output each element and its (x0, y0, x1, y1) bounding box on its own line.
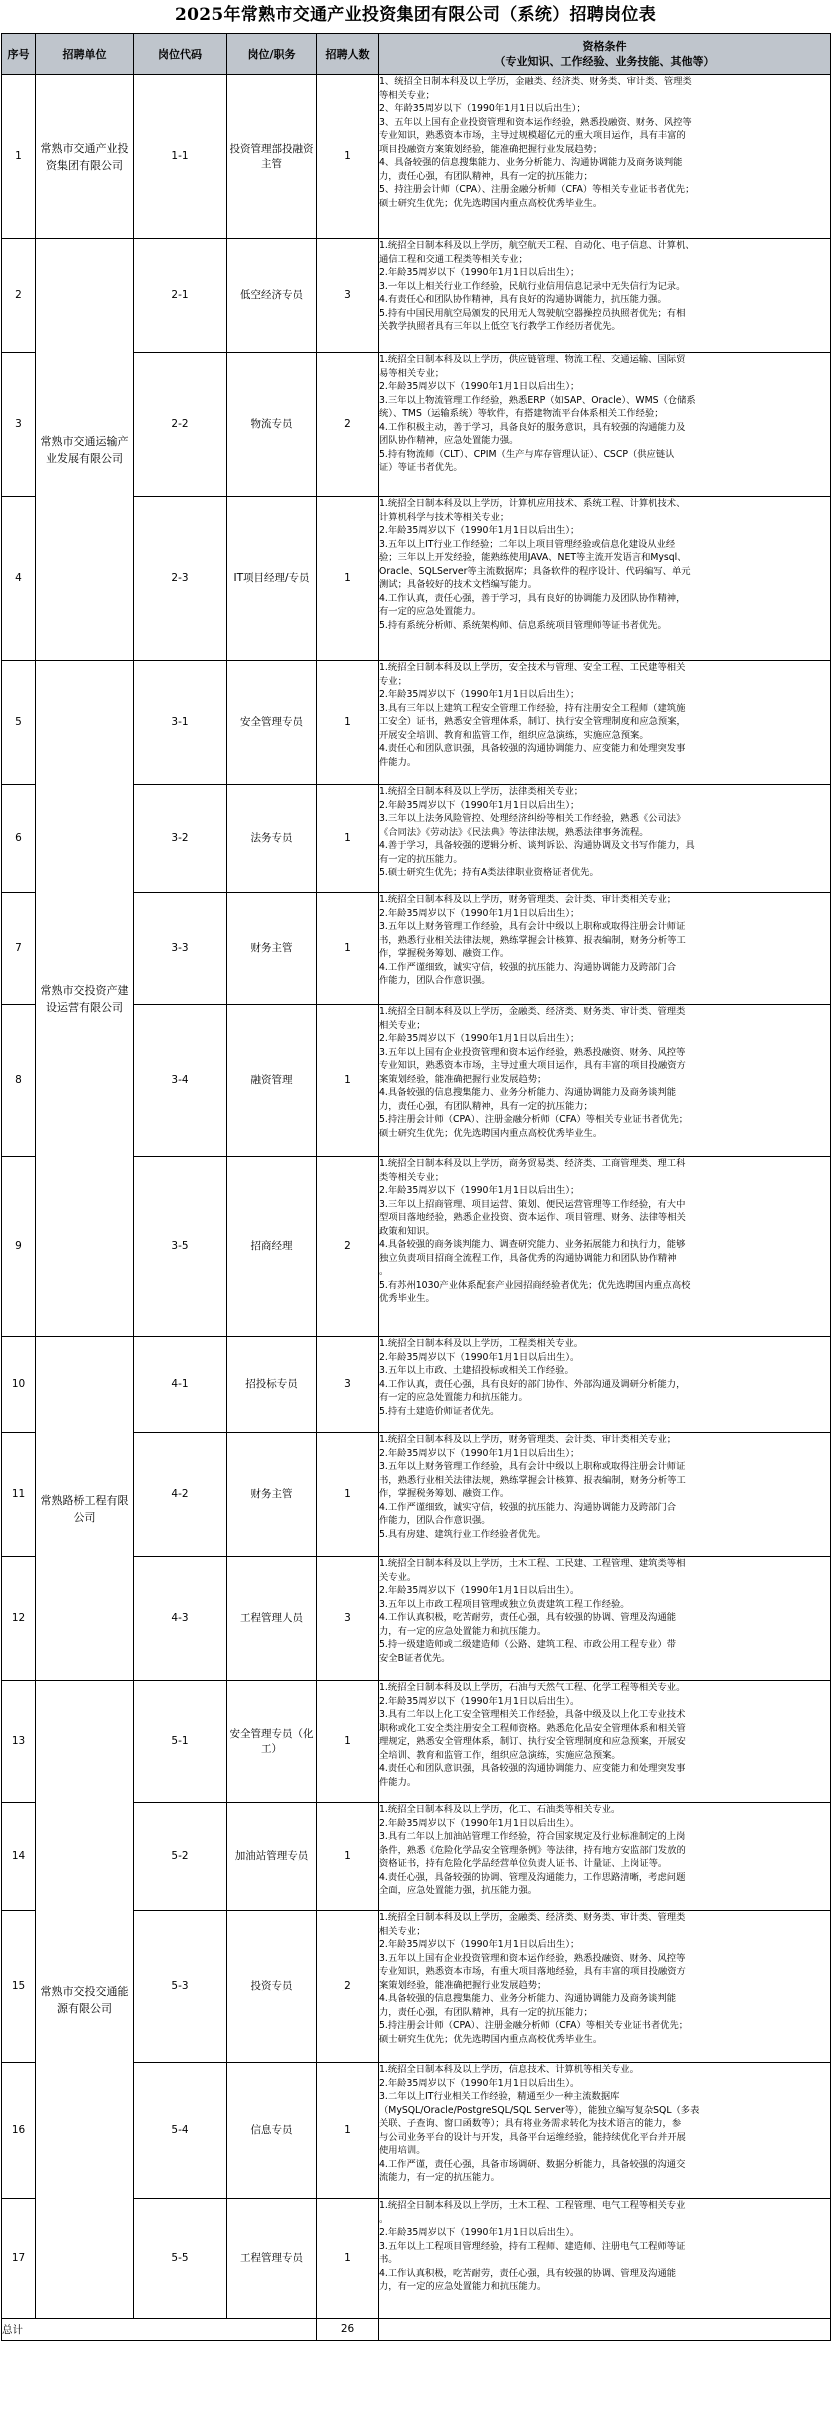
requirement-line: 条件，熟悉《危险化学品安全管理条例》等法律，持有地方安监部门发放的 (379, 1844, 686, 1856)
requirement-line: 件能力。 (379, 756, 417, 768)
header-requirements (379, 34, 831, 75)
requirement-line: 关专业。 (379, 1571, 417, 1583)
requirement-line: 有一定的应急处置能力和抗压能力。 (379, 1392, 528, 1404)
requirement-line: 案策划经验，能准确把握行业发展趋势； (379, 1979, 547, 1991)
requirement-line: 1.统招全日制本科及以上学历，金融类、经济类、财务类、审计类、管理类 (379, 1912, 686, 1923)
position-title: 信息专员 (227, 2063, 317, 2199)
requirement-line: 4.具备较强的商务谈判能力、调查研究能力、业务拓展能力和执行力，能够 (379, 1239, 686, 1251)
requirement-line: 5.持注册会计师（CPA）、注册金融分析师（CFA）等相关专业证书者优先； (379, 2020, 689, 2032)
requirements-cell (379, 1557, 831, 1681)
table-body (2, 75, 831, 2341)
requirement-line: 硕士研究生优先；优先选聘国内重点高校优秀毕业生。 (379, 2033, 603, 2045)
requirement-line: 3.三年以上法务风险管控、处理经济纠纷等相关工作经验，熟悉《公司法》 (379, 813, 686, 825)
requirements-cell (379, 1803, 831, 1911)
requirement-line: 2.年龄35周岁以下（1990年1月1日以后出生）； (379, 381, 580, 393)
position-title: 加油站管理专员 (227, 1803, 317, 1911)
requirement-line: 1.统招全日制本科及以上学历，信息技术、计算机等相关专业。 (379, 2064, 639, 2075)
header-row (2, 34, 831, 75)
requirement-line: 使用培训。 (379, 2145, 426, 2157)
recruiting-unit: 常熟路桥工程有限公司 (36, 1337, 134, 1681)
requirement-line: 测试；具备较好的技术文档编写能力。 (379, 579, 538, 591)
requirement-line: 资格证书，持有危险化学品经营单位负责人证书、计量证、上岗证等。 (379, 1858, 668, 1870)
position-code: 4-1 (134, 1337, 227, 1433)
requirement-line: 1.统招全日制本科及以上学历，计算机应用技术、系统工程、计算机技术、 (379, 498, 686, 509)
position-title: 工程管理人员 (227, 1557, 317, 1681)
requirements-cell (379, 239, 831, 353)
requirement-line: 安全B证者优先。 (379, 1652, 451, 1664)
requirement-line: 5.持一级建造师或二级建造师（公路、建筑工程、市政公用工程专业）带 (379, 1639, 677, 1651)
hire-count: 1 (317, 1433, 379, 1557)
requirement-line: 4.工作认真，责任心强，善于学习，具有良好的协调能力及团队协作精神， (379, 592, 686, 604)
requirement-line: 全面，应急处置能力强，抗压能力强。 (379, 1885, 538, 1897)
requirement-line: 3.三年以上招商管理、项目运营、策划、便民运营管理等工作经验，有大中 (379, 1198, 686, 1210)
requirement-line: 4.工作认真积极，吃苦耐劳，责任心强，具有较强的协调、管理及沟通能 (379, 2267, 677, 2279)
row-number: 9 (2, 1157, 36, 1337)
requirement-line: 1.统招全日制本科及以上学历，财务管理类、会计类、审计类相关专业； (379, 894, 677, 905)
requirement-line: 证）等证书者优先。 (379, 462, 463, 474)
requirements-cell (379, 893, 831, 1005)
row-number: 12 (2, 1557, 36, 1681)
hire-count: 2 (317, 353, 379, 497)
row-number: 7 (2, 893, 36, 1005)
hire-count: 1 (317, 2199, 379, 2319)
requirement-line: 1.统招全日制本科及以上学历，安全技术与管理、安全工程、工民建等相关 (379, 662, 686, 673)
requirement-line: 5.持有土建造价师证者优先。 (379, 1405, 500, 1417)
requirement-line: 3.五年以上国有企业投资管理和资本运作经验，熟悉投融资、财务、风控等 (379, 1952, 686, 1964)
position-code: 2-2 (134, 353, 227, 497)
requirement-line: 有一定的抗压能力。 (379, 853, 463, 865)
position-title: 投资管理部投融资主管 (227, 75, 317, 239)
position-code: 3-1 (134, 661, 227, 785)
requirement-line: 流能力，有一定的抗压能力。 (379, 2172, 500, 2184)
requirement-line: 职称或化工安全类注册安全工程师资格。熟悉危化品安全管理体系和相关管 (379, 1722, 686, 1734)
requirement-line: 计算机科学与技术等相关专业； (379, 511, 510, 523)
requirement-line: 通信工程和交通工程类等相关专业； (379, 253, 528, 265)
hire-count: 1 (317, 1005, 379, 1157)
requirements-cell (379, 1005, 831, 1157)
hire-count: 1 (317, 893, 379, 1005)
requirement-line: 5.持注册会计师（CPA）、注册金融分析师（CFA）等相关专业证书者优先； (379, 1114, 689, 1126)
requirement-line: 工安全）证书，熟悉安全管理体系，制订、执行安全管理制度和应急预案， (379, 716, 686, 728)
requirement-line: 硕士研究生优先；优先选聘国内重点高校优秀毕业生。 (379, 197, 603, 209)
requirement-line: 2.年龄35周岁以下（1990年1月1日以后出生）； (379, 267, 580, 279)
position-title: 招投标专员 (227, 1337, 317, 1433)
row-number: 16 (2, 2063, 36, 2199)
requirement-line: 2.年龄35周岁以下（1990年1月1日以后出生）。 (379, 1817, 580, 1829)
requirement-line: 作能力，团队合作意识强。 (379, 975, 491, 987)
row-number: 4 (2, 497, 36, 661)
position-title: 财务主管 (227, 893, 317, 1005)
hire-count: 1 (317, 75, 379, 239)
requirement-line: 1.统招全日制本科及以上学历，财务管理类、会计类、审计类相关专业； (379, 1434, 677, 1445)
header-count: 招聘人数 (317, 34, 379, 75)
hire-count: 1 (317, 2063, 379, 2199)
requirement-line: （MySQL/Oracle/PostgreSQL/SQL Server等），能独立编写复杂SQL（多表 (379, 2104, 700, 2116)
requirement-line: 4.具备较强的信息搜集能力、业务分析能力、沟通协调能力及商务谈判能 (379, 1087, 677, 1099)
header-req-main: 资格条件 (582, 40, 627, 53)
requirement-line: 独立负责项目招商全流程工作，具备优秀的沟通协调能力和团队协作精神 (379, 1252, 677, 1264)
requirement-line: 3.具有三年以上建筑工程安全管理工作经验，持有注册安全工程师（建筑施 (379, 702, 686, 714)
requirement-line: 3.五年以上市政工程项目管理或独立负责建筑工程工作经验。 (379, 1598, 630, 1610)
requirement-line: 开展安全培训、教育和监管工作，组织应急演练，实施应急预案。 (379, 729, 649, 741)
position-title: 投资专员 (227, 1911, 317, 2063)
requirement-line: 4.有责任心和团队协作精神，具有良好的沟通协调能力，抗压能力强。 (379, 294, 667, 306)
position-code: 3-4 (134, 1005, 227, 1157)
row-number: 14 (2, 1803, 36, 1911)
requirement-line: 1.统招全日制本科及以上学历，工程类相关专业。 (379, 1338, 584, 1349)
hire-count: 1 (317, 497, 379, 661)
requirement-line: 3.具有二年以上加油站管理工作经验，符合国家规定及行业标准制定的上岗 (379, 1831, 686, 1843)
requirement-line: 统）、TMS（运输系统）等软件，有搭建物流平台体系相关工作经验； (379, 408, 664, 420)
requirements-cell (379, 1157, 831, 1337)
requirement-line: 作，掌握税务筹划、融资工作。 (379, 948, 510, 960)
row-number: 1 (2, 75, 36, 239)
requirement-line: 1、统招全日制本科及以上学历，金融类、经济类、财务类、审计类、管理类 (379, 76, 692, 87)
requirement-line: 相关专业； (379, 1019, 426, 1031)
requirements-cell (379, 2199, 831, 2319)
requirement-line: 作，掌握税务筹划、融资工作。 (379, 1488, 510, 1500)
hire-count: 3 (317, 1557, 379, 1681)
recruiting-unit: 常熟市交通运输产业发展有限公司 (36, 239, 134, 661)
requirement-line: 作能力，团队合作意识强。 (379, 1515, 491, 1527)
position-title: 安全管理专员 (227, 661, 317, 785)
requirement-line: 理规定，熟悉安全管理体系，制订、执行安全管理制度和应急预案，开展安 (379, 1736, 686, 1748)
requirement-line: 4.工作严谨，责任心强，具备市场调研、数据分析能力，具备较强的沟通交 (379, 2158, 686, 2170)
table-row (2, 661, 831, 785)
total-label: 总计 (2, 2319, 317, 2341)
hire-count: 2 (317, 1911, 379, 2063)
requirement-line: 4.工作严谨细致，诚实守信，较强的抗压能力、沟通协调能力及跨部门合 (379, 1501, 677, 1513)
requirement-line: 1.统招全日制本科及以上学历，商务贸易类、经济类、工商管理类、理工科 (379, 1158, 686, 1169)
position-code: 5-5 (134, 2199, 227, 2319)
requirement-line: 相关专业； (379, 1925, 426, 1937)
row-number: 8 (2, 1005, 36, 1157)
requirement-line: 3.五年以上财务管理工作经验，具有会计中级以上职称或取得注册会计师证 (379, 1461, 686, 1473)
position-title: 招商经理 (227, 1157, 317, 1337)
requirement-line: 3.五年以上财务管理工作经验，具有会计中级以上职称或取得注册会计师证 (379, 921, 686, 933)
requirements-cell (379, 661, 831, 785)
requirement-line: 。 (379, 1266, 389, 1278)
requirement-line: 4.工作积极主动，善于学习，具备良好的服务意识，具有较强的沟通能力及 (379, 421, 686, 433)
position-title: 物流专员 (227, 353, 317, 497)
requirement-line: 专业知识，熟悉资本市场，主导过规模超亿元的重大项目运作，具有丰富的 (379, 130, 686, 142)
requirements-cell (379, 1337, 831, 1433)
total-empty (379, 2319, 831, 2341)
requirement-line: 1.统招全日制本科及以上学历，土木工程、工民建、工程管理、建筑类等相 (379, 1558, 686, 1569)
recruitment-table (1, 33, 831, 2341)
position-code: 4-3 (134, 1557, 227, 1681)
requirement-line: 2、年龄35周岁以下（1990年1月1日以后出生）； (379, 103, 586, 115)
requirement-line: 项目投融资方案策划经验，能准确把握行业发展趋势； (379, 143, 603, 155)
requirement-line: 1.统招全日制本科及以上学历，金融类、经济类、财务类、审计类、管理类 (379, 1006, 686, 1017)
requirement-line: 3.二年以上IT行业相关工作经验，精通至少一种主流数据库 (379, 2091, 620, 2103)
requirement-line: 书，熟悉行业相关法律法规，熟练掌握会计核算、报表编制，财务分析等工 (379, 934, 686, 946)
hire-count: 3 (317, 1337, 379, 1433)
hire-count: 3 (317, 239, 379, 353)
row-number: 3 (2, 353, 36, 497)
requirement-line: 验；三年以上开发经验，能熟练使用JAVA、NET等主流开发语言和Mysql、 (379, 552, 687, 564)
row-number: 6 (2, 785, 36, 893)
requirement-line: 力，责任心强，有团队精神，具有一定的抗压能力； (379, 2006, 593, 2018)
requirement-line: 3、五年以上国有企业投资管理和资本运作经验，熟悉投融资、财务、风控等 (379, 116, 692, 128)
header-code: 岗位代码 (134, 34, 227, 75)
requirement-line: 关联、子查询、窗口函数等）；具有将业务需求转化为技术语言的能力，参 (379, 2118, 682, 2130)
position-code: 5-2 (134, 1803, 227, 1911)
row-number: 10 (2, 1337, 36, 1433)
requirement-line: 2.年龄35周岁以下（1990年1月1日以后出生）。 (379, 2077, 580, 2089)
requirement-line: 力，有一定的应急处置能力和抗压能力。 (379, 1625, 547, 1637)
header-unit: 招聘单位 (36, 34, 134, 75)
requirement-line: 3.五年以上IT行业工作经验；二年以上项目管理经验或信息化建设从业经 (379, 538, 676, 550)
requirement-line: 优秀毕业生。 (379, 1293, 435, 1305)
requirement-line: 5.硕士研究生优先；持有A类法律职业资格证者优先。 (379, 867, 599, 879)
requirement-line: 团队协作精神，应急处置能力强。 (379, 435, 519, 447)
hire-count: 1 (317, 785, 379, 893)
requirement-line: 2.年龄35周岁以下（1990年1月1日以后出生）。 (379, 1351, 580, 1363)
position-code: 3-2 (134, 785, 227, 893)
position-title: IT项目经理/专员 (227, 497, 317, 661)
table-row (2, 239, 831, 353)
requirement-line: 案策划经验，能准确把握行业发展趋势； (379, 1073, 547, 1085)
requirement-line: 专业知识，熟悉资本市场，有重大项目落地经验，具有丰富的项目投融资方 (379, 1966, 686, 1978)
total-row (2, 2319, 831, 2341)
requirement-line: 4、具备较强的信息搜集能力、业务分析能力、沟通协调能力及商务谈判能 (379, 157, 683, 169)
header-req-sub: （专业知识、工作经验、业务技能、其他等） (494, 55, 715, 68)
requirement-line: 等相关专业； (379, 89, 435, 101)
requirements-cell (379, 785, 831, 893)
position-code: 1-1 (134, 75, 227, 239)
requirement-line: 易等相关专业； (379, 367, 445, 379)
requirement-line: 2.年龄35周岁以下（1990年1月1日以后出生）； (379, 799, 580, 811)
row-number: 5 (2, 661, 36, 785)
requirement-line: 3.五年以上市政、土建招投标或相关工作经验。 (379, 1365, 574, 1377)
requirements-cell (379, 2063, 831, 2199)
requirement-line: 类等相关专业； (379, 1171, 445, 1183)
requirements-cell (379, 353, 831, 497)
requirement-line: 1.统招全日制本科及以上学历，供应链管理、物流工程、交通运输、国际贸 (379, 354, 686, 365)
requirements-cell (379, 75, 831, 239)
requirements-cell (379, 1433, 831, 1557)
requirement-line: 4.责任心强，具备较强的协调、管理及沟通能力，工作思路清晰，考虑问题 (379, 1871, 686, 1883)
requirement-line: 2.年龄35周岁以下（1990年1月1日以后出生）； (379, 1939, 580, 1951)
requirement-line: 专业； (379, 675, 407, 687)
requirement-line: 2.年龄35周岁以下（1990年1月1日以后出生）； (379, 907, 580, 919)
requirement-line: 。 (379, 2213, 389, 2225)
position-title: 低空经济专员 (227, 239, 317, 353)
position-code: 2-1 (134, 239, 227, 353)
requirement-line: 2.年龄35周岁以下（1990年1月1日以后出生）； (379, 525, 580, 537)
requirement-line: 1.统招全日制本科及以上学历，石油与天然气工程、化学工程等相关专业。 (379, 1682, 686, 1693)
recruiting-unit: 常熟市交投交通能源有限公司 (36, 1681, 134, 2319)
requirement-line: 5.具有房建、建筑行业工作经验者优先。 (379, 1528, 546, 1540)
requirements-cell (379, 1681, 831, 1803)
requirement-line: 1.统招全日制本科及以上学历，法律类相关专业； (379, 786, 584, 797)
requirement-line: 《合同法》《劳动法》《民法典》等法律法规，熟悉法律事务流程。 (379, 826, 649, 838)
requirement-line: 5.持有系统分析师、系统架构师、信息系统项目管理师等证书者优先。 (379, 619, 667, 631)
row-number: 11 (2, 1433, 36, 1557)
requirement-line: 政策和知识。 (379, 1225, 435, 1237)
requirement-line: 1.统招全日制本科及以上学历，航空航天工程、自动化、电子信息、计算机、 (379, 240, 695, 251)
position-title: 法务专员 (227, 785, 317, 893)
table-row (2, 1337, 831, 1433)
requirement-line: 2.年龄35周岁以下（1990年1月1日以后出生）； (379, 1447, 580, 1459)
position-title: 工程管理专员 (227, 2199, 317, 2319)
header-no: 序号 (2, 34, 36, 75)
requirement-line: 5.持有物流师（CLT）、CPIM（生产与库存管理认证）、CSCP（供应链认 (379, 448, 675, 460)
hire-count: 1 (317, 1803, 379, 1911)
requirement-line: 力，有一定的应急处置能力和抗压能力。 (379, 2281, 547, 2293)
requirements-cell (379, 497, 831, 661)
row-number: 15 (2, 1911, 36, 2063)
requirement-line: 2.年龄35周岁以下（1990年1月1日以后出生）； (379, 689, 580, 701)
requirement-line: 2.年龄35周岁以下（1990年1月1日以后出生）。 (379, 1585, 580, 1597)
row-number: 2 (2, 239, 36, 353)
requirement-line: 1.统招全日制本科及以上学历，土木工程、工程管理、电气工程等相关专业 (379, 2200, 686, 2211)
requirement-line: 关教学执照者具有三年以上低空飞行教学工作经历者优先。 (379, 321, 621, 333)
requirement-line: 4.工作认真积极，吃苦耐劳，责任心强，具有较强的协调、管理及沟通能 (379, 1612, 677, 1624)
header-position: 岗位/职务 (227, 34, 317, 75)
requirement-line: 有一定的应急处置能力。 (379, 606, 482, 618)
page-title: 2025年常熟市交通产业投资集团有限公司（系统）招聘岗位表 (174, 5, 656, 25)
requirement-line: 5、持注册会计师（CPA）、注册金融分析师（CFA）等相关专业证书者优先； (379, 184, 695, 196)
hire-count: 2 (317, 1157, 379, 1337)
recruiting-unit: 常熟市交通产业投资集团有限公司 (36, 75, 134, 239)
table-row (2, 1681, 831, 1803)
requirement-line: 1.统招全日制本科及以上学历，化工、石油类等相关专业。 (379, 1804, 621, 1815)
requirement-line: 3.一年以上相关行业工作经验，民航行业信用信息记录中无失信行为记录。 (379, 280, 686, 292)
requirement-line: 4.善于学习，具备较强的逻辑分析、谈判诉讼、沟通协调及文书写作能力，具 (379, 840, 695, 852)
position-code: 3-5 (134, 1157, 227, 1337)
requirement-line: 型项目落地经验，熟悉企业投资、资本运作、项目管理、财务、法律等相关 (379, 1212, 686, 1224)
position-title: 财务主管 (227, 1433, 317, 1557)
position-code: 5-3 (134, 1911, 227, 2063)
total-count: 26 (317, 2319, 379, 2341)
requirement-line: 2.年龄35周岁以下（1990年1月1日以后出生）； (379, 1033, 580, 1045)
row-number: 17 (2, 2199, 36, 2319)
requirement-line: 4.责任心和团队意识强，具备较强的沟通协调能力、应变能力和处理突发事 (379, 743, 686, 755)
requirement-line: 件能力。 (379, 1776, 417, 1788)
requirement-line: 4.工作严谨细致，诚实守信，较强的抗压能力、沟通协调能力及跨部门合 (379, 961, 677, 973)
requirements-cell (379, 1911, 831, 2063)
requirement-line: 3.三年以上物流管理工作经验，熟悉ERP（如SAP、Oracle）、WMS（仓储系 (379, 394, 696, 406)
requirement-line: 3.五年以上国有企业投资管理和资本运作经验，熟悉投融资、财务、风控等 (379, 1046, 686, 1058)
requirement-line: 书。 (379, 2254, 398, 2266)
position-code: 2-3 (134, 497, 227, 661)
requirement-line: 5.持有中国民用航空局颁发的民用无人驾驶航空器操控员执照者优先；有相 (379, 307, 686, 319)
requirement-line: 4.责任心和团队意识强，具备较强的沟通协调能力、应变能力和处理突发事 (379, 1763, 686, 1775)
requirement-line: 2.年龄35周岁以下（1990年1月1日以后出生）； (379, 1185, 580, 1197)
requirement-line: 2.年龄35周岁以下（1990年1月1日以后出生）。 (379, 2227, 580, 2239)
requirement-line: Oracle、SQLServer等主流数据库；具备软件的程序设计、代码编写、单元 (379, 565, 691, 577)
table-row (2, 75, 831, 239)
requirement-line: 2.年龄35周岁以下（1990年1月1日以后出生）。 (379, 1695, 580, 1707)
requirement-line: 3.具有二年以上化工安全管理相关工作经验，具备中级及以上化工专业技术 (379, 1709, 686, 1721)
hire-count: 1 (317, 661, 379, 785)
position-title: 融资管理 (227, 1005, 317, 1157)
position-code: 3-3 (134, 893, 227, 1005)
requirement-line: 专业知识，熟悉资本市场，主导过重大项目运作，具有丰富的项目投融资方 (379, 1060, 686, 1072)
row-number: 13 (2, 1681, 36, 1803)
requirement-line: 5.有苏州1030产业体系配套产业园招商经验者优先；优先选聘国内重点高校 (379, 1279, 691, 1291)
recruiting-unit: 常熟市交投资产建设运营有限公司 (36, 661, 134, 1337)
position-title: 安全管理专员（化工） (227, 1681, 317, 1803)
position-code: 4-2 (134, 1433, 227, 1557)
requirement-line: 与公司业务平台的设计与开发，具备平台运维经验，能持续优化平台并开展 (379, 2131, 686, 2143)
position-code: 5-1 (134, 1681, 227, 1803)
requirement-line: 书，熟悉行业相关法律法规，熟练掌握会计核算、报表编制，财务分析等工 (379, 1474, 686, 1486)
requirement-line: 力，责任心强，有团队精神，具有一定的抗压能力； (379, 1100, 593, 1112)
requirement-line: 4.具备较强的信息搜集能力、业务分析能力、沟通协调能力及商务谈判能 (379, 1993, 677, 2005)
requirement-line: 硕士研究生优先；优先选聘国内重点高校优秀毕业生。 (379, 1127, 603, 1139)
requirement-line: 全培训、教育和监管工作，组织应急演练，实施应急预案。 (379, 1749, 621, 1761)
requirement-line: 力，责任心强，有团队精神，具有一定的抗压能力； (379, 170, 593, 182)
requirement-line: 4.工作认真，责任心强，具有良好的部门协作、外部沟通及调研分析能力， (379, 1378, 686, 1390)
position-code: 5-4 (134, 2063, 227, 2199)
requirement-line: 3.五年以上工程项目管理经验，持有工程师、建造师、注册电气工程师等证 (379, 2240, 686, 2252)
hire-count: 1 (317, 1681, 379, 1803)
